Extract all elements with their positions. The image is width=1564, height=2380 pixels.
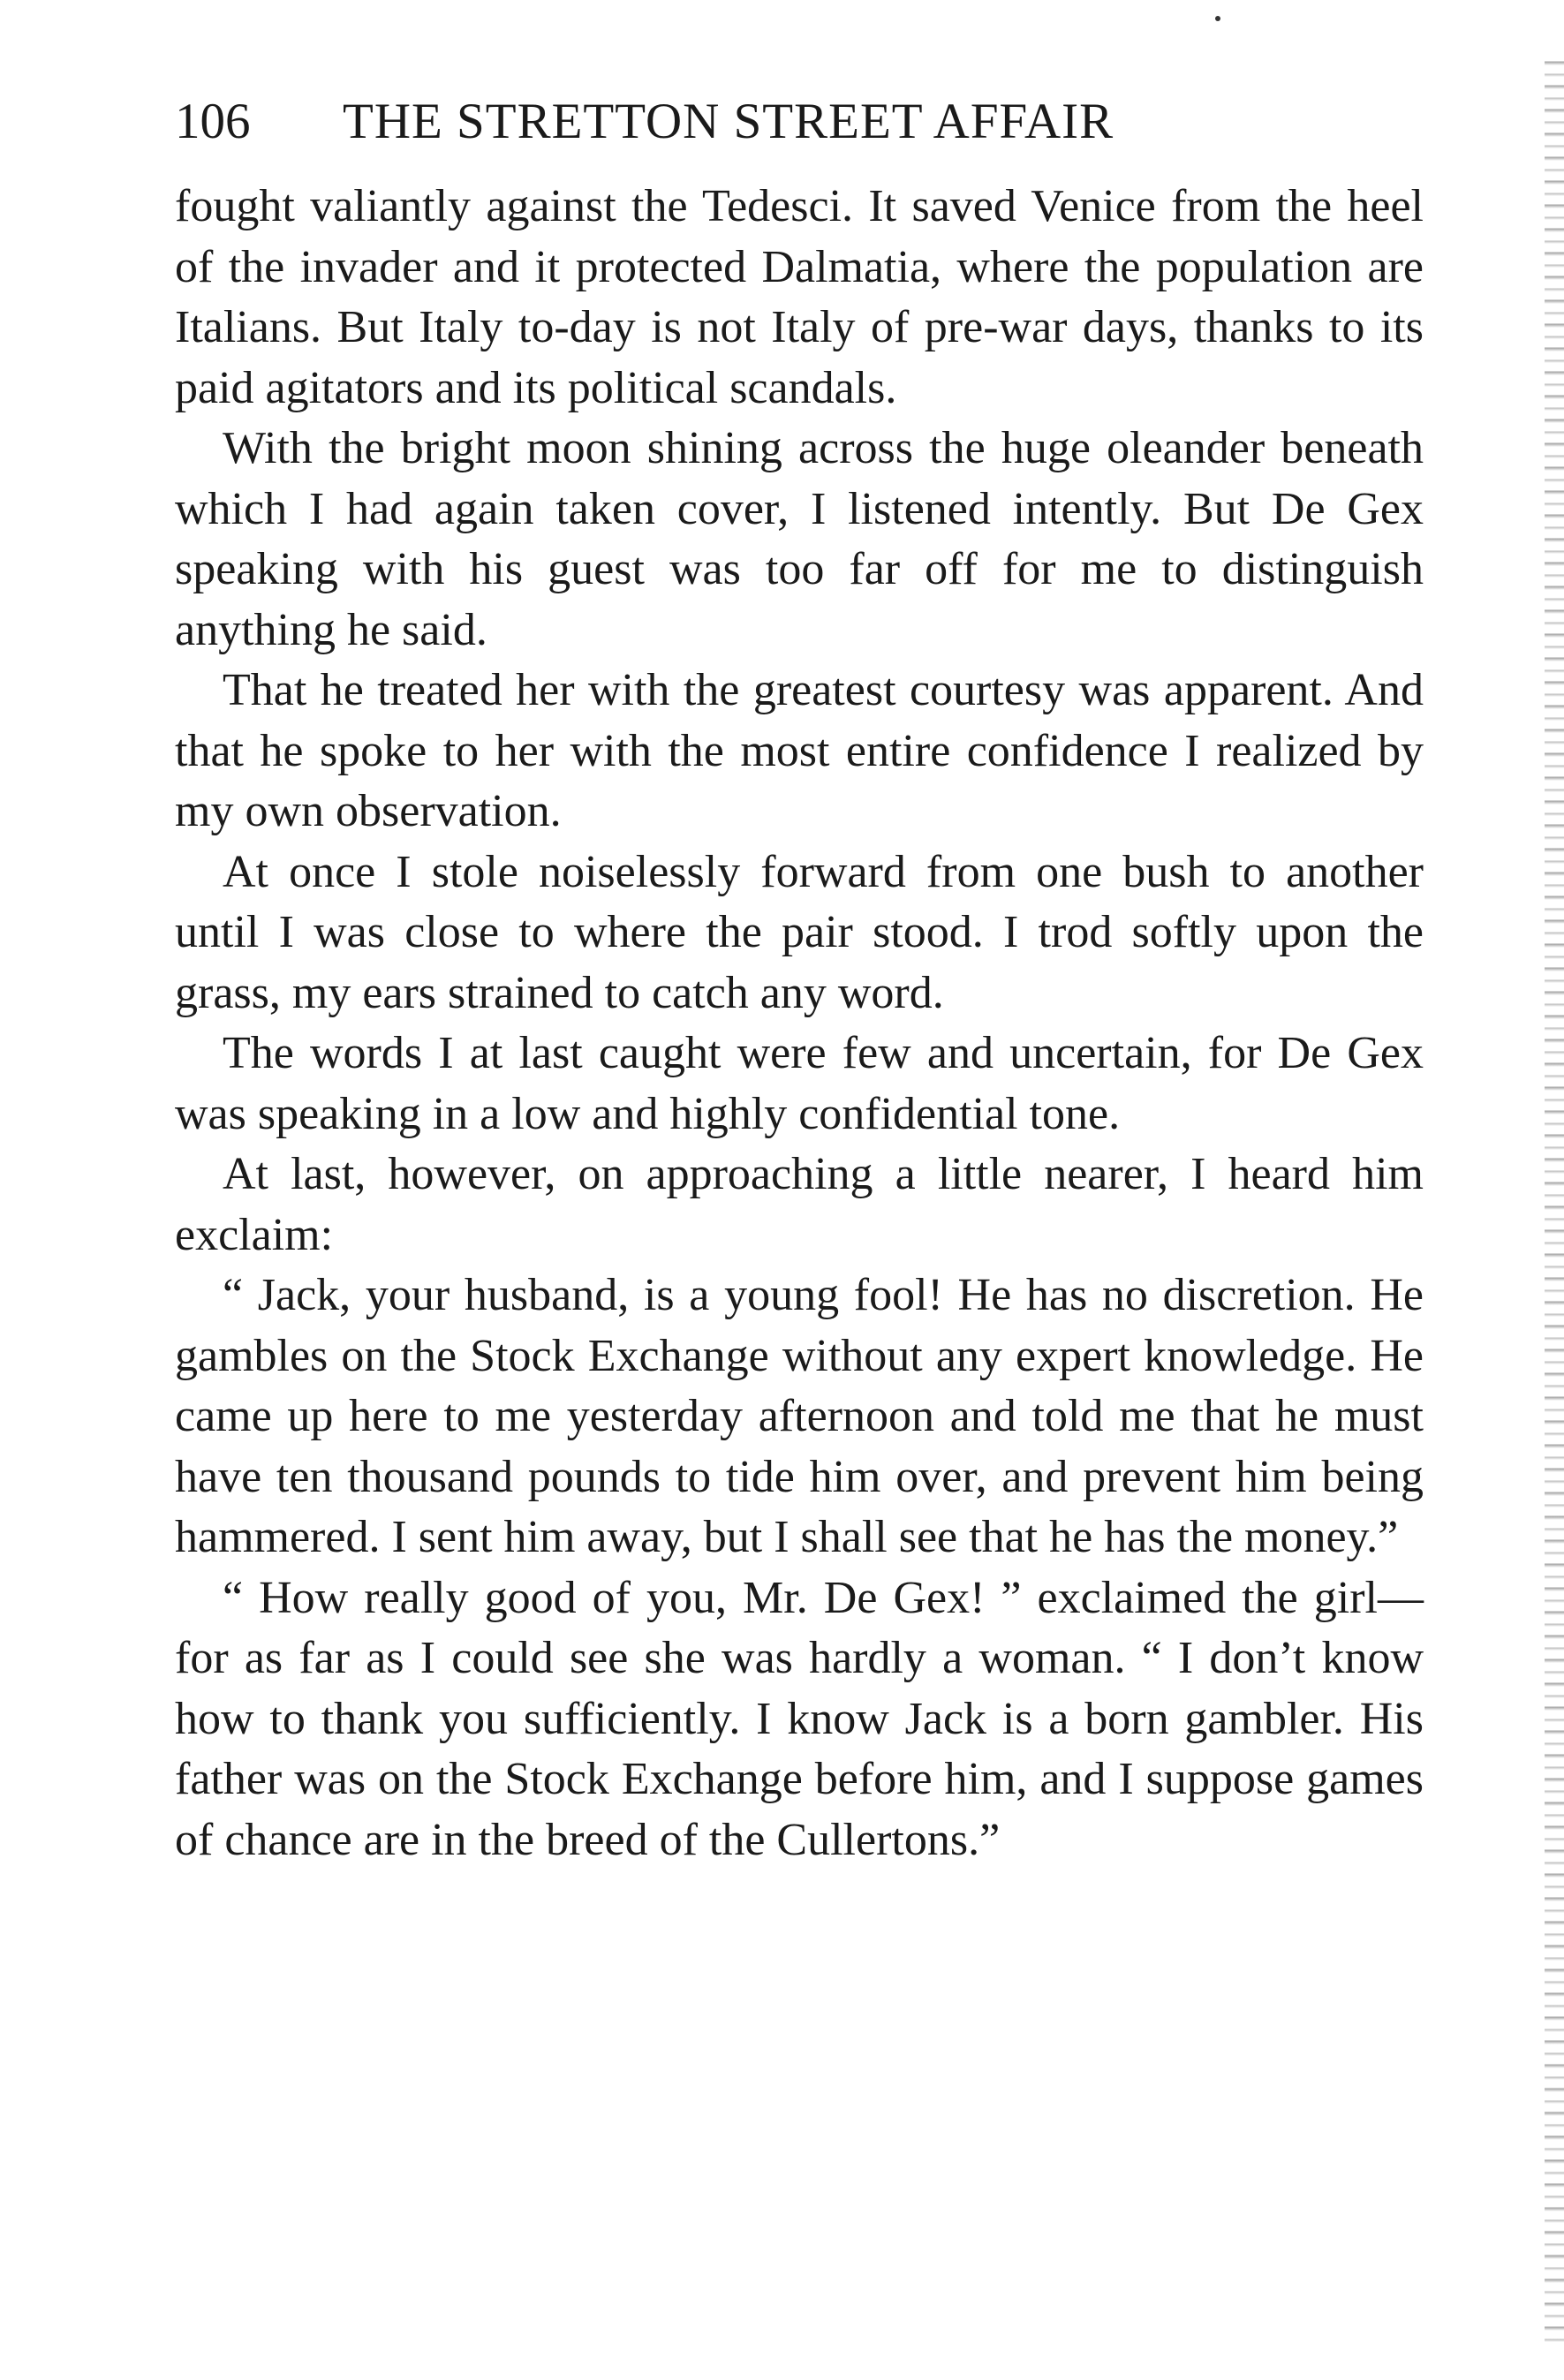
paragraph: fought valiantly against the Tedesci. It saved Venice from the heel of the invader and it protected Dalmatia, where the population are Italians. But Italy to-day is not Italy of pre-war days, thanks to its paid agitators and its political scandals. [175, 181, 1424, 413]
paragraph: “ Jack, your husband, is a young fool! He has no discretion. He gambles on the Stock Exchange without any expert knowledge. He came up here to me yesterday afternoon and told me that he must have ten thousand pounds to tide him over, and prevent him being hammered. I sent him away, but I shall see that he has the money.” [175, 1270, 1424, 1562]
scanned-page-edge [1545, 53, 1564, 2349]
body-text [175, 177, 1424, 1870]
print-speck [1215, 16, 1220, 21]
paragraph: That he treated her with the greatest courtesy was apparent. And that he spoke to her with the most entire confidence I realized by my own observation. [175, 665, 1424, 836]
paragraph: The words I at last caught were few and uncertain, for De Gex was speaking in a low and highly confidential tone. [175, 1028, 1424, 1139]
running-title: THE STRETTON STREET AFFAIR [343, 94, 1114, 149]
page-header [175, 87, 1424, 157]
paragraph: With the bright moon shining across the huge oleander beneath which I had again taken cover, I listened intently. But De Gex speaking with his guest was too far off for me to distinguish anything he said. [175, 423, 1424, 655]
paragraph: At last, however, on approaching a little nearer, I heard him exclaim: [175, 1149, 1424, 1260]
page-number: 106 [175, 94, 251, 149]
paragraph: At once I stole noiselessly forward from one bush to another until I was close to where the pair stood. I trod softly upon the grass, my ears strained to catch any word. [175, 846, 1424, 1018]
paragraph: “ How really good of you, Mr. De Gex! ” exclaimed the girl—for as far as I could see she was hardly a woman. “ I don’t know how to thank you sufficiently. I know Jack is a born gambler. His father was on the Stock Exchange before him, and I suppose games of chance are in the breed of the Cullertons.” [175, 1572, 1424, 1865]
